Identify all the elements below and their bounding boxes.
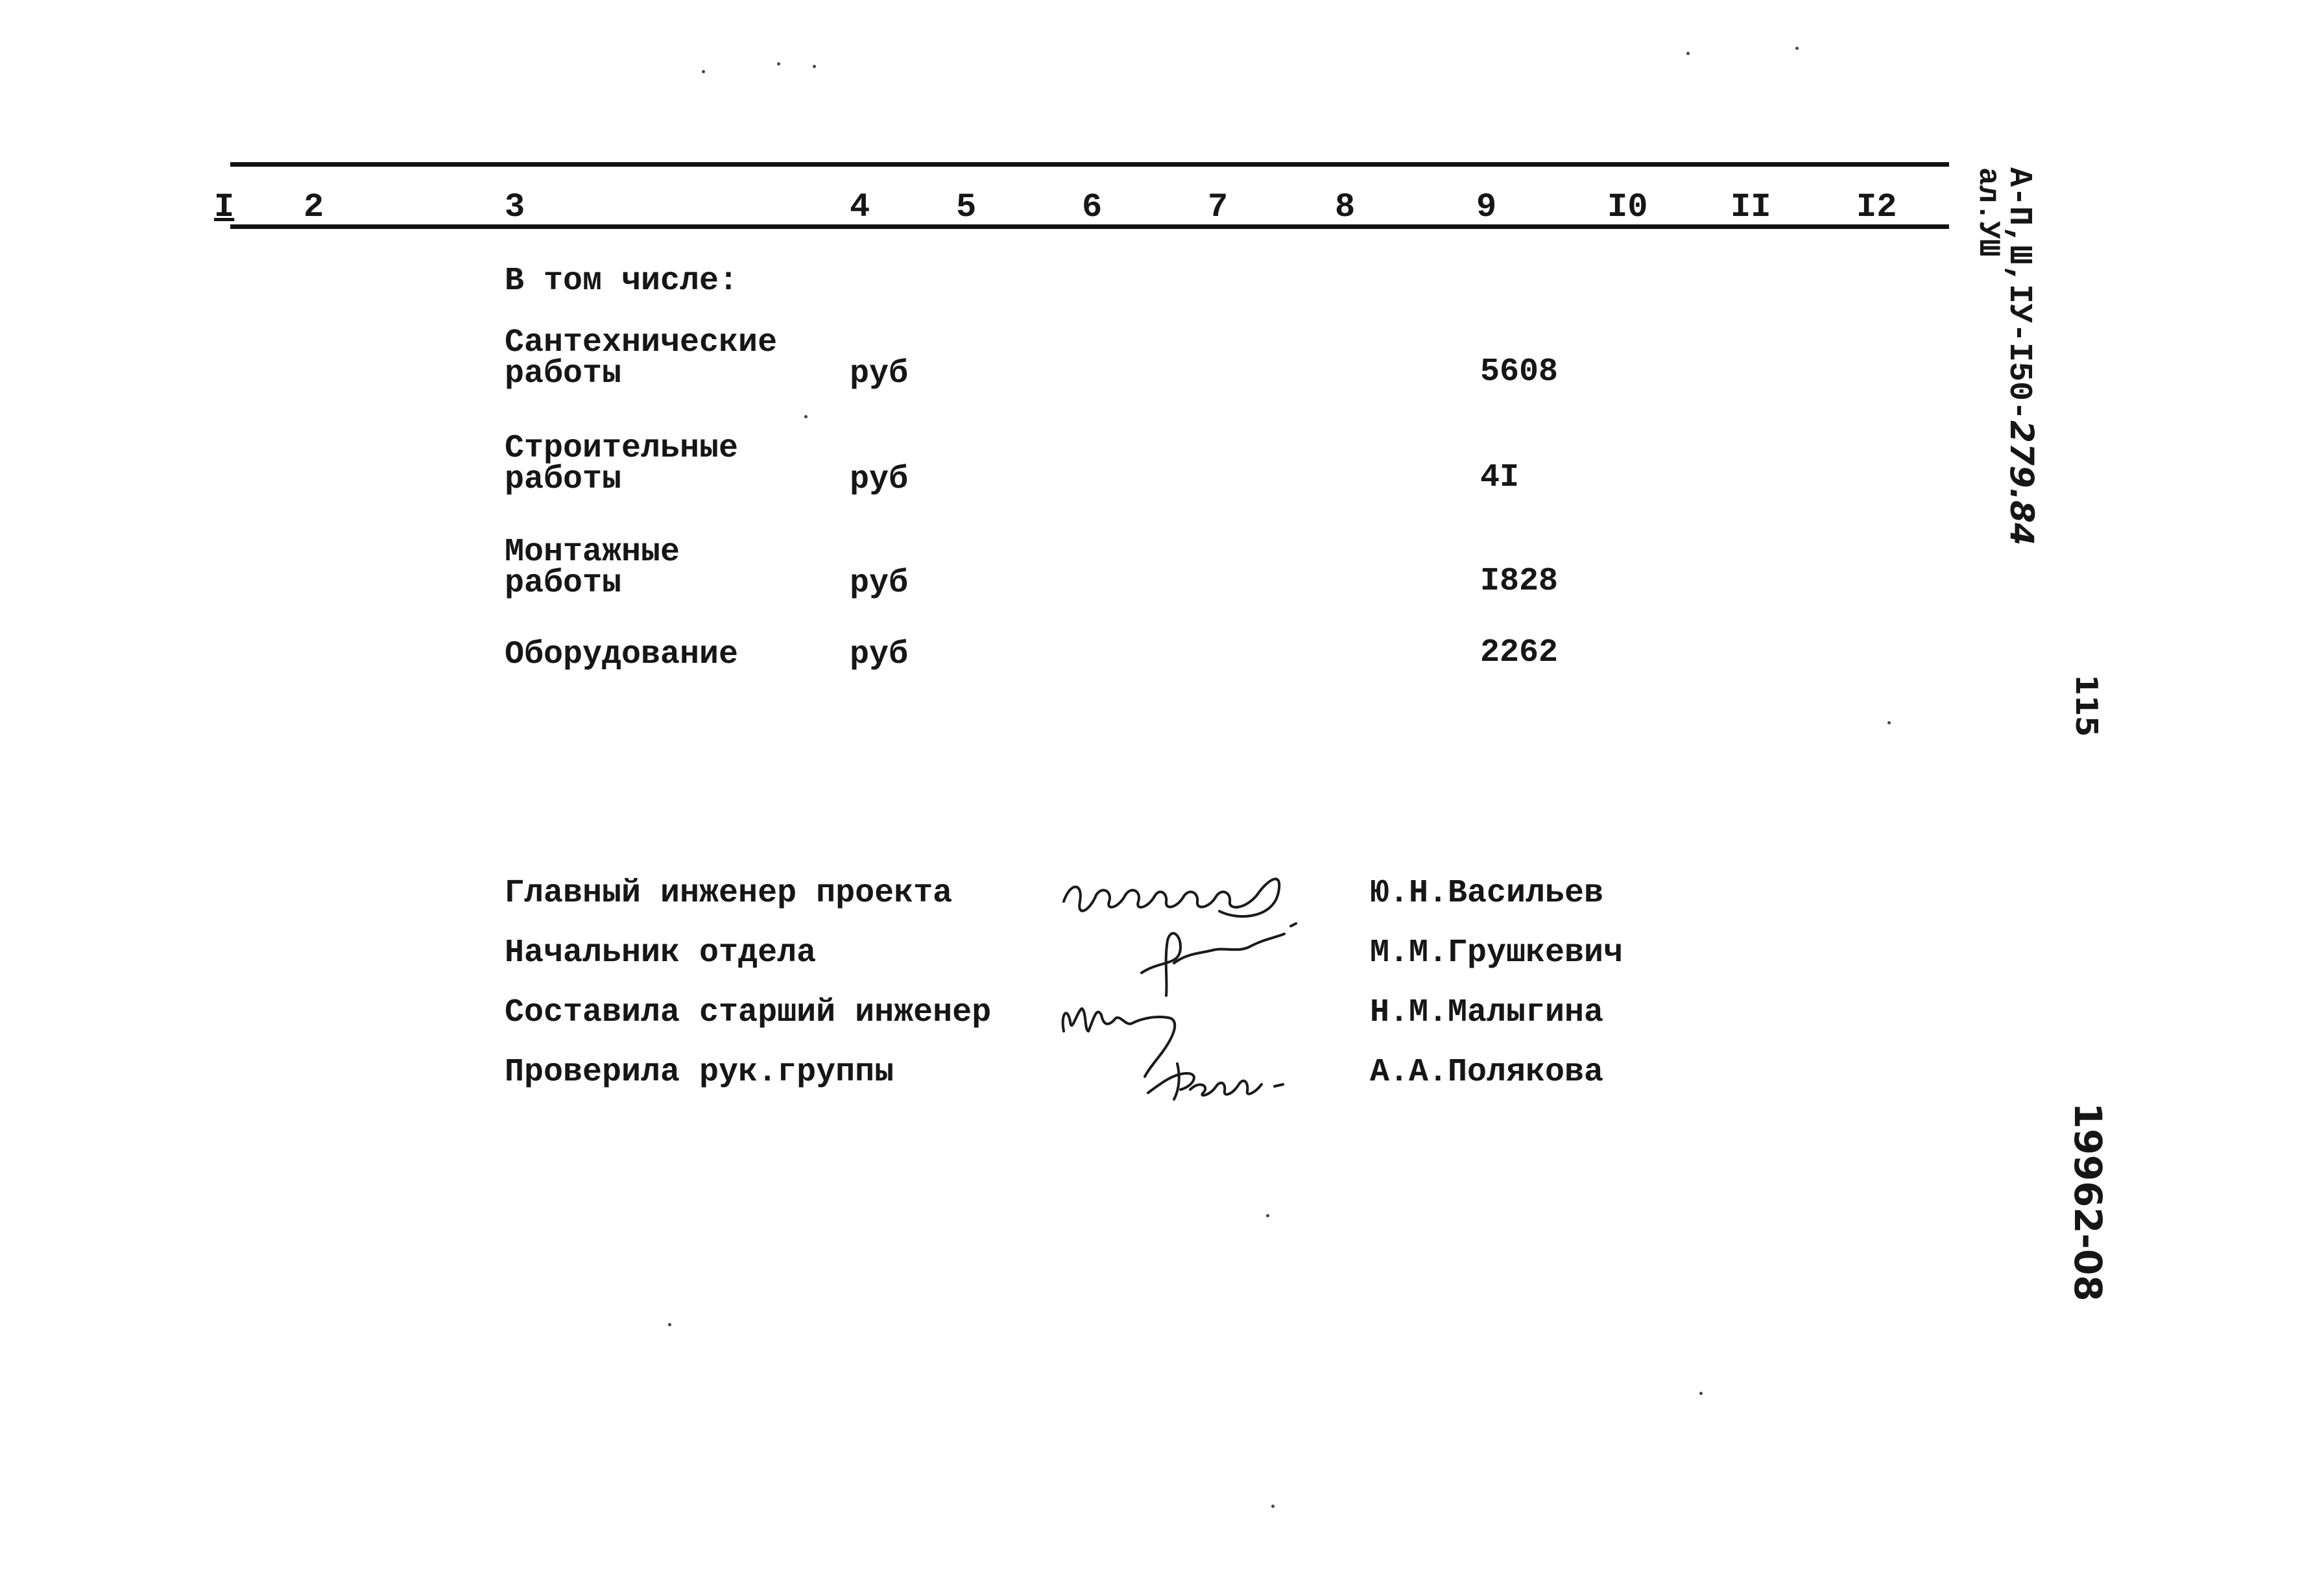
scan-speck: [1266, 1214, 1269, 1217]
row-value: 2262: [1480, 634, 1559, 671]
row-unit: руб: [850, 461, 909, 498]
scan-speck: [1699, 1392, 1703, 1395]
scan-speck: [668, 1323, 671, 1326]
signature-vasilyev: [1064, 879, 1279, 916]
album-label: ал.УШ: [1971, 167, 2005, 257]
document-code-handwritten: 279.84: [2003, 420, 2041, 546]
column-number: 7: [1208, 188, 1228, 226]
scan-speck: [1887, 721, 1891, 724]
column-number: I: [214, 188, 235, 226]
column-number: 9: [1476, 188, 1497, 226]
scan-speck: [1686, 52, 1690, 55]
row-label-line1: Монтажные: [505, 534, 680, 571]
column-number: I2: [1856, 188, 1897, 226]
signature-role: Проверила рук.группы: [505, 1054, 894, 1091]
scan-speck: [702, 70, 705, 73]
row-label-line2: работы: [505, 355, 622, 392]
row-label-line1: Сантехнические: [505, 324, 778, 361]
column-number: 4: [850, 188, 870, 226]
column-number: 2: [304, 188, 324, 226]
signature-grushkevich: [1142, 924, 1296, 996]
row-unit: руб: [850, 355, 909, 392]
signature-role: Главный инженер проекта: [505, 875, 953, 912]
signature-name: М.М.Грушкевич: [1370, 935, 1623, 972]
scan-speck: [804, 415, 808, 418]
row-unit: руб: [850, 636, 909, 673]
column-number: 6: [1082, 188, 1103, 226]
signature-role: Составила старший инженер: [505, 994, 992, 1031]
row-label-line2: работы: [505, 565, 622, 602]
signature-malygina: [1063, 1008, 1175, 1077]
column-number: I0: [1607, 188, 1648, 226]
row-label-line1: Строительные: [505, 430, 739, 467]
section-heading: В том числе:: [505, 263, 739, 300]
handwritten-signatures: [1051, 856, 1388, 1116]
column-number: 3: [505, 188, 525, 226]
row-label-line2: работы: [505, 461, 622, 498]
page-number: 115: [2069, 674, 2104, 737]
signature-name: Ю.Н.Васильев: [1370, 875, 1604, 912]
row-value: 4I: [1480, 459, 1520, 496]
column-number: 5: [956, 188, 977, 226]
scan-speck: [1271, 1505, 1275, 1508]
row-value: 5608: [1480, 353, 1559, 390]
row-unit: руб: [850, 565, 909, 602]
scan-speck: [813, 65, 816, 68]
signature-role: Начальник отдела: [505, 935, 817, 972]
signature-name: А.А.Полякова: [1370, 1054, 1604, 1091]
signature-name: Н.М.Малыгина: [1370, 994, 1604, 1031]
scan-speck: [777, 62, 780, 66]
document-code-text: А-П,Ш,IУ-I50-: [2000, 167, 2037, 421]
column-number: II: [1731, 188, 1771, 226]
row-label-line1: Оборудование: [505, 636, 739, 673]
document-code: [2000, 167, 2041, 546]
registration-number: 19962-08: [2066, 1103, 2110, 1302]
column-number: 8: [1335, 188, 1356, 226]
signature-polyakova: [1148, 1064, 1283, 1099]
row-value: I828: [1480, 563, 1559, 600]
scan-speck: [1795, 47, 1799, 50]
header-top-rule: [230, 162, 1949, 167]
